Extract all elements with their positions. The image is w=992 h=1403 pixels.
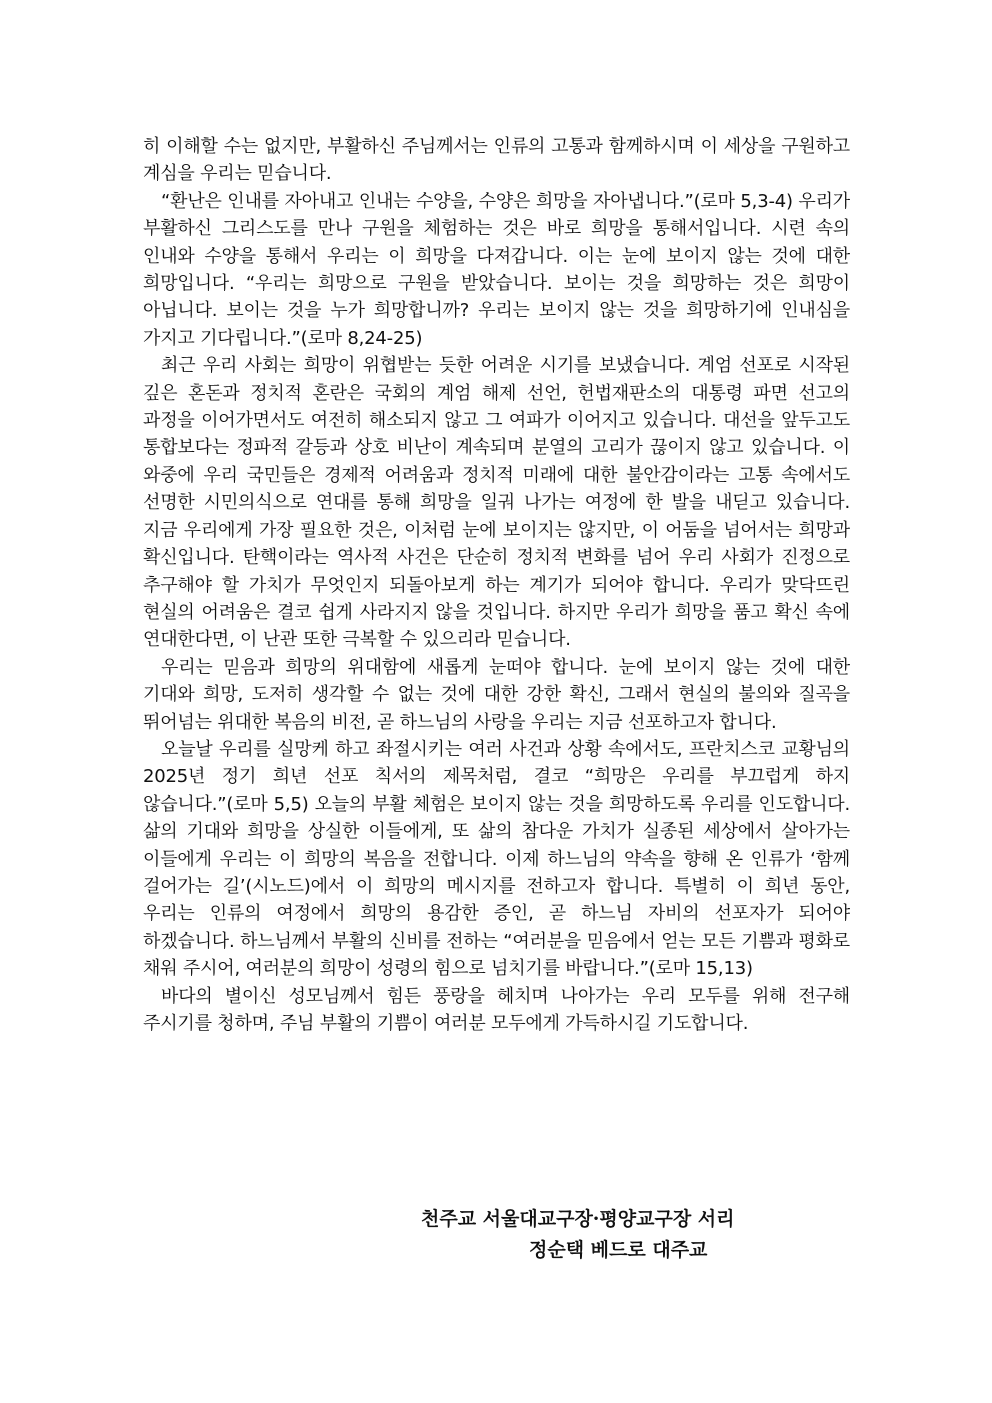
signature-title: 천주교 서울대교구장·평양교구장 서리	[421, 1208, 735, 1230]
document-body	[143, 133, 850, 1037]
paragraph-1: 히 이해할 수는 없지만, 부활하신 주님께서는 인류의 고통과 함께하시며 이 세상을 구원하고 계심을 우리는 믿습니다.	[143, 136, 850, 185]
paragraph-6: 바다의 별이신 성모님께서 힘든 풍랑을 헤치며 나아가는 우리 모두를 위해 전구해 주시기를 청하며, 주님 부활의 기쁨이 여러분 모두에게 가득하시길 기도합니다.	[143, 985, 850, 1034]
paragraph-2: “환난은 인내를 자아내고 인내는 수양을, 수양은 희망을 자아냅니다.”(로마 5,3-4) 우리가 부활하신 그리스도를 만나 구원을 체험하는 것은 바로 희망을 통해서입니다. 시련 속의 인내와 수양을 통해서 우리는 이 희망을 다져갑니다. 이는 눈에 보이지 않는 것에 대한 희망입니다. “우리는 희망으로 구원을 받았습니다. 보이는 것을 희망하는 것은 희망이 아닙니다. 보이는 것을 누가 희망합니까? 우리는 보이지 않는 것을 희망하기에 인내심을 가지고 기다립니다.”(로마 8,24-25)	[143, 190, 850, 349]
paragraph-4: 우리는 믿음과 희망의 위대함에 새롭게 눈떠야 합니다. 눈에 보이지 않는 것에 대한 기대와 희망, 도저히 생각할 수 없는 것에 대한 강한 확신, 그래서 현실의 불의와 질곡을 뛰어넘는 위대한 복음의 비전, 곧 하느님의 사랑을 우리는 지금 선포하고자 합니다.	[143, 656, 850, 733]
paragraph-3: 최근 우리 사회는 희망이 위협받는 듯한 어려운 시기를 보냈습니다. 계엄 선포로 시작된 깊은 혼돈과 정치적 혼란은 국회의 계엄 해제 선언, 헌법재판소의 대통령 파면 선고의 과정을 이어가면서도 여전히 해소되지 않고 그 여파가 이어지고 있습니다. 대선을 앞두고도 통합보다는 정파적 갈등과 상호 비난이 계속되며 분열의 고리가 끊이지 않고 있습니다. 이 와중에 우리 국민들은 경제적 어려움과 정치적 미래에 대한 불안감이라는 고통 속에서도 선명한 시민의식으로 연대를 통해 희망을 일궈 나가는 여정에 한 발을 내딛고 있습니다. 지금 우리에게 가장 필요한 것은, 이처럼 눈에 보이지는 않지만, 이 어둠을 넘어서는 희망과 확신입니다. 탄핵이라는 역사적 사건은 단순히 정치적 변화를 넘어 우리 사회가 진정으로 추구해야 할 가치가 무엇인지 되돌아보게 하는 계기가 되어야 합니다. 우리가 맞닥뜨린 현실의 어려움은 결코 쉽게 사라지지 않을 것입니다. 하지만 우리가 희망을 품고 확신 속에 연대한다면, 이 난관 또한 극복할 수 있으리라 믿습니다.	[143, 355, 850, 651]
signature-name: 정순택 베드로 대주교	[529, 1239, 708, 1261]
paragraph-5: 오늘날 우리를 실망케 하고 좌절시키는 여러 사건과 상황 속에서도, 프란치스코 교황님의 2025년 정기 희년 선포 칙서의 제목처럼, 결코 “희망은 우리를 부끄럽게 하지 않습니다.”(로마 5,5) 오늘의 부활 체험은 보이지 않는 것을 희망하도록 우리를 인도합니다. 삶의 기대와 희망을 상실한 이들에게, 또 삶의 참다운 가치가 실종된 세상에서 살아가는 이들에게 우리는 이 희망의 복음을 전합니다. 이제 하느님의 약속을 향해 온 인류가 ‘함께 걸어가는 길’(시노드)에서 이 희망의 메시지를 전하고자 합니다. 특별히 이 희년 동안, 우리는 인류의 여정에서 희망의 용감한 증인, 곧 하느님 자비의 선포자가 되어야 하겠습니다. 하느님께서 부활의 신비를 전하는 “여러분을 믿음에서 얻는 모든 기쁨과 평화로 채워 주시어, 여러분의 희망이 성령의 힘으로 넘치기를 바랍니다.”(로마 15,13)	[143, 738, 850, 980]
